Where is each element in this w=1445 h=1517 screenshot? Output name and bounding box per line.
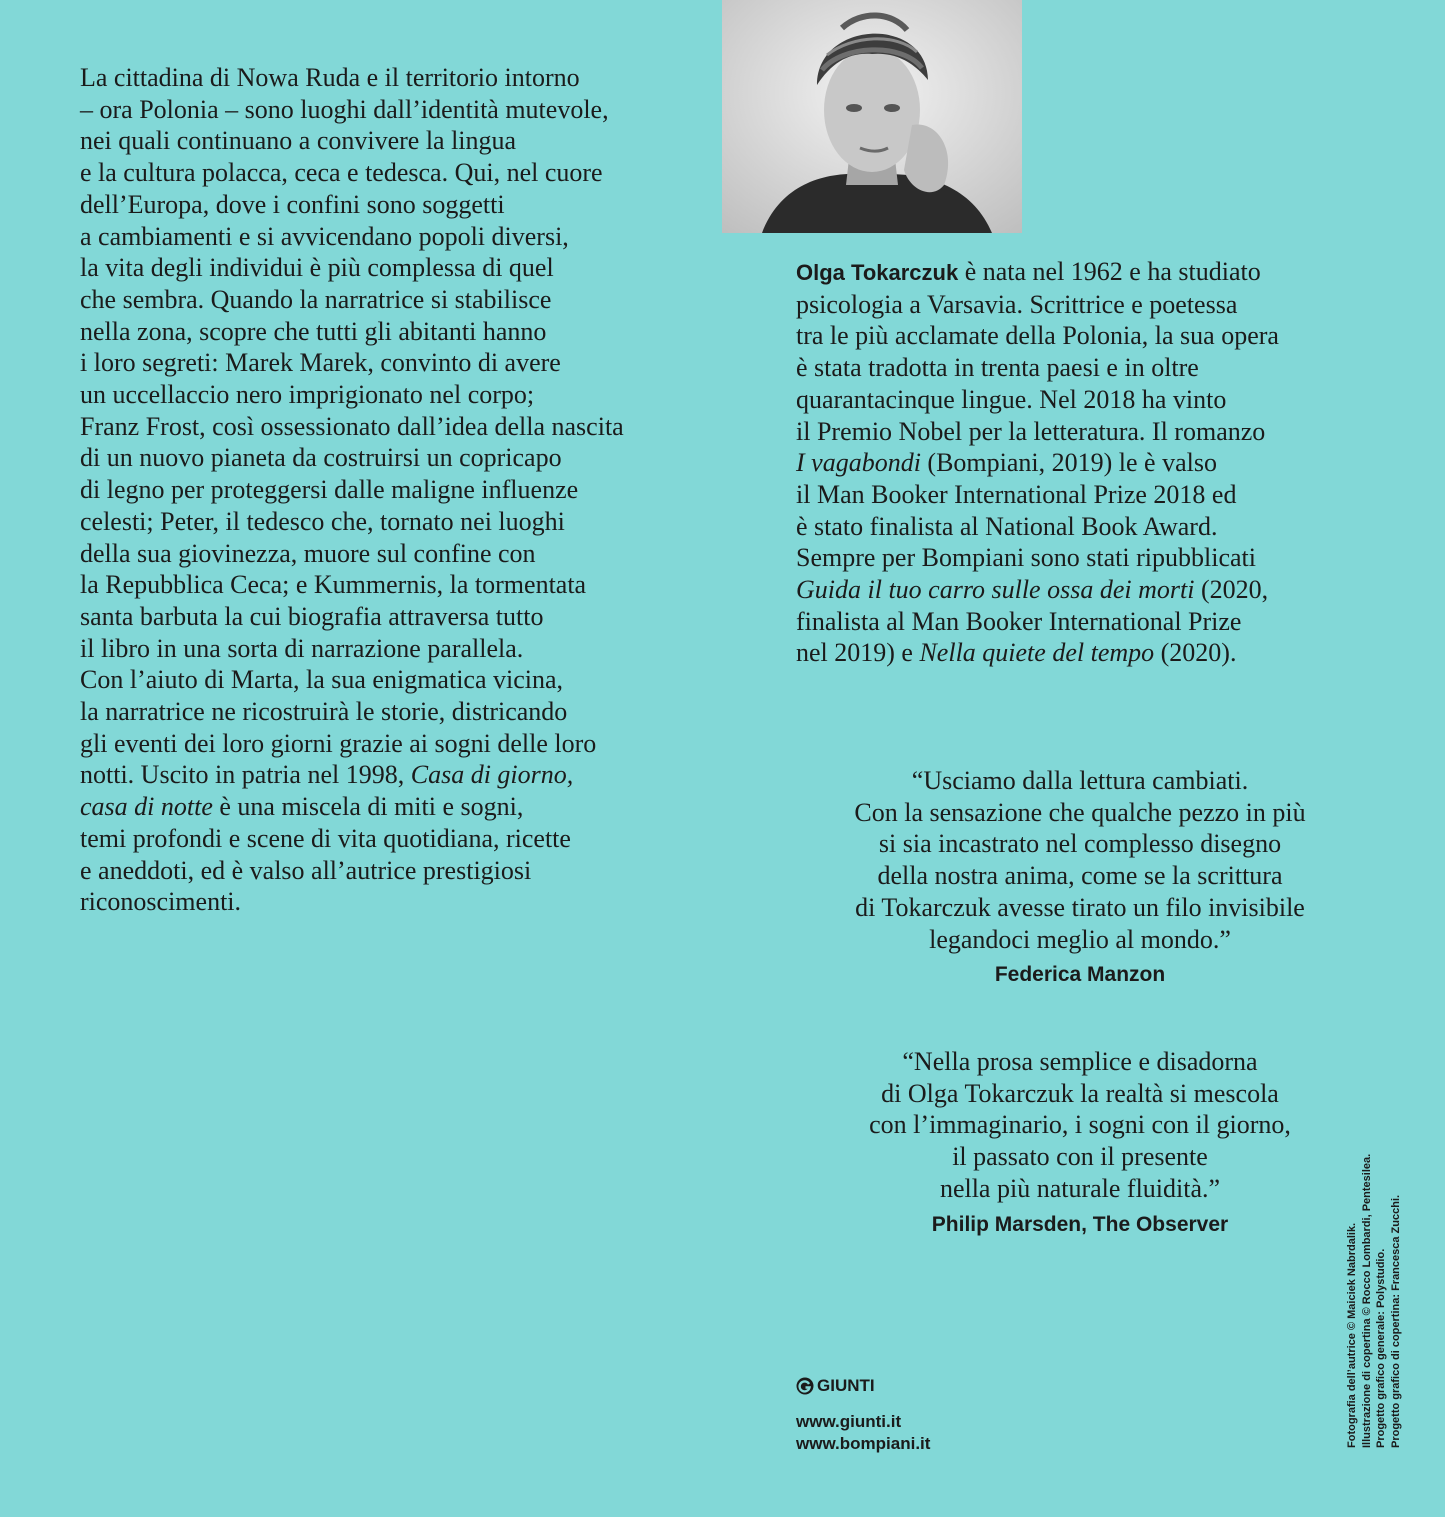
bio-line: [796, 447, 1396, 479]
synopsis-line: e la cultura polacca, ceca e tedesca. Qui, nel cuore: [80, 158, 603, 188]
credit-line: Progetto grafico generale: Polystudio.: [1375, 1248, 1387, 1448]
synopsis-line: riconoscimenti.: [80, 887, 242, 917]
bio-line: è stata tradotta in trenta paesi e in oltre: [796, 353, 1199, 383]
synopsis-line: Con l’aiuto di Marta, la sua enigmatica vicina,: [80, 665, 564, 695]
quote-line: il passato con il presente: [952, 1142, 1208, 1172]
synopsis-line: e aneddoti, ed è valso all’autrice prestigiosi: [80, 855, 532, 885]
quote-line: con l’immaginario, i sogni con il giorno,: [869, 1110, 1291, 1140]
synopsis-line: la narratrice ne ricostruirà le storie, districando: [80, 697, 568, 727]
bio-line: quarantacinque lingue. Nel 2018 ha vinto: [796, 384, 1227, 414]
bio-line: è stato finalista al National Book Award.: [796, 511, 1218, 541]
synopsis-line: nella zona, scopre che tutti gli abitanti hanno: [80, 316, 547, 346]
synopsis-line: – ora Polonia – sono luoghi dall’identità mutevole,: [80, 94, 609, 124]
quote-line: nella più naturale fluidità.”: [939, 1173, 1221, 1203]
book-title-italic: Casa di giorno,: [410, 760, 574, 790]
synopsis-text: [80, 62, 700, 918]
quote-line: di Olga Tokarczuk la realtà si mescola: [881, 1078, 1279, 1108]
synopsis-line: temi profondi e scene di vita quotidiana, ricette: [80, 823, 571, 853]
credit-line: Illustrazione di copertina © Rocco Lombardi, Pentesilea.: [1360, 1153, 1373, 1448]
quote-line: Con la sensazione che qualche pezzo in più: [854, 797, 1306, 827]
publisher-urls: [796, 1411, 930, 1455]
publisher-name: GIUNTI: [817, 1376, 875, 1395]
author-name: Olga Tokarczuk: [796, 260, 959, 285]
credit-line: Fotografia dell’autrice © Maiciek Nabrdalik.: [1346, 1222, 1358, 1448]
synopsis-line: Franz Frost, così ossessionato dall’idea della nascita: [80, 411, 624, 441]
synopsis-line: di un nuovo pianeta da costruirsi un copricapo: [80, 443, 562, 473]
book-title-italic: I vagabondi: [796, 448, 921, 478]
bio-line: psicologia a Varsavia. Scrittrice e poetessa: [796, 289, 1238, 319]
synopsis-line: celesti; Peter, il tedesco che, tornato nei luoghi: [80, 506, 565, 536]
quote-attribution: Federica Manzon: [994, 963, 1166, 987]
bio-line: il Premio Nobel per la letteratura. Il romanzo: [796, 416, 1266, 446]
bio-line: Sempre per Bompiani sono stati ripubblicati: [796, 543, 1256, 573]
synopsis-line: [80, 791, 700, 823]
image-credits: [1345, 1154, 1403, 1448]
author-portrait-image: [722, 0, 1022, 233]
synopsis-line: un uccellaccio nero imprigionato nel corpo;: [80, 380, 535, 410]
synopsis-line: dell’Europa, dove i confini sono soggetti: [80, 189, 505, 219]
quote-line: “Nella prosa semplice e disadorna: [902, 1047, 1258, 1076]
synopsis-text-run: è una miscela di miti e sogni,: [212, 792, 524, 822]
book-title-italic: Guida il tuo carro sulle ossa dei morti: [796, 575, 1195, 605]
synopsis-line: nei quali continuano a convivere la lingua: [80, 126, 517, 156]
synopsis-line: santa barbuta la cui biografia attraversa tutto: [80, 601, 544, 631]
bio-text-run: (2020,: [1194, 575, 1269, 605]
quote-line: “Usciamo dalla lettura cambiati.: [911, 766, 1249, 795]
bio-line: [796, 256, 1396, 289]
author-photo: [722, 0, 1022, 233]
bio-text-run: (Bompiani, 2019) le è valso: [920, 448, 1217, 478]
giunti-logo-icon: [796, 1377, 814, 1395]
credit-line: Progetto grafico di copertina: Francesca Zucchi.: [1389, 1194, 1402, 1448]
synopsis-line: La cittadina di Nowa Ruda e il territorio intorno: [80, 63, 580, 92]
synopsis-line: [80, 759, 700, 791]
synopsis-line: di legno per proteggersi dalle maligne influenze: [80, 475, 579, 505]
publisher-logo: [796, 1376, 875, 1396]
bio-text-run: (2020).: [1154, 638, 1237, 668]
synopsis-text-run: notti. Uscito in patria nel 1998,: [80, 760, 411, 790]
bio-line: [796, 574, 1396, 606]
synopsis-line: il libro in una sorta di narrazione parallela.: [80, 633, 524, 663]
quote-line: si sia incastrato nel complesso disegno: [878, 829, 1282, 859]
bio-line: tra le più acclamate della Polonia, la sua opera: [796, 321, 1279, 351]
quote-line: legandoci meglio al mondo.”: [929, 924, 1231, 954]
quote-attribution: Philip Marsden, The Observer: [931, 1212, 1229, 1236]
synopsis-line: a cambiamenti e si avvicendano popoli diversi,: [80, 221, 569, 251]
quote-line: di Tokarczuk avesse tirato un filo invisibile: [855, 892, 1305, 922]
quote-line: della nostra anima, come se la scrittura: [877, 861, 1283, 891]
bio-line: [796, 637, 1396, 669]
review-quote: [780, 1046, 1380, 1241]
bio-text-run: è nata nel 1962 e ha studiato: [958, 257, 1261, 286]
synopsis-line: della sua giovinezza, muore sul confine con: [80, 538, 536, 568]
book-title-italic: casa di notte: [80, 792, 213, 822]
review-quote: [780, 765, 1380, 991]
synopsis-line: la Repubblica Ceca; e Kummernis, la tormentata: [80, 570, 587, 600]
publisher-url: www.bompiani.it: [796, 1434, 931, 1453]
book-title-italic: Nella quiete del tempo: [919, 638, 1155, 668]
synopsis-line: gli eventi dei loro giorni grazie ai sogni delle loro: [80, 728, 597, 758]
bio-line: finalista al Man Booker International Prize: [796, 606, 1242, 636]
bio-line: il Man Booker International Prize 2018 ed: [796, 479, 1237, 509]
publisher-url: www.giunti.it: [796, 1412, 902, 1431]
synopsis-line: i loro segreti: Marek Marek, convinto di avere: [80, 348, 561, 378]
synopsis-line: che sembra. Quando la narratrice si stabilisce: [80, 284, 552, 314]
bio-text-run: nel 2019) e: [796, 638, 920, 668]
author-bio: [796, 256, 1396, 669]
synopsis-line: la vita degli individui è più complessa di quel: [80, 253, 554, 283]
